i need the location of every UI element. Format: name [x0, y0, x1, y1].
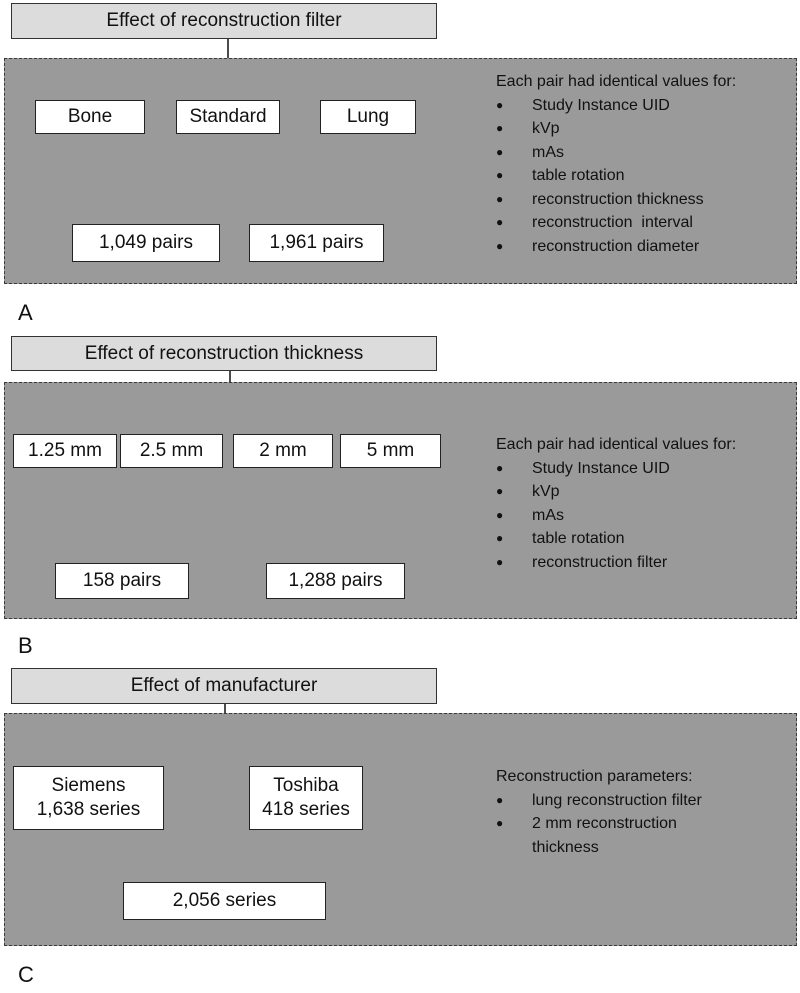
- list-item: ● lung reconstruction filter: [496, 789, 722, 813]
- panel-a-label: A: [18, 300, 33, 325]
- panel-a-info: [496, 70, 736, 258]
- box-lung: [320, 100, 416, 134]
- box-2-5mm: [120, 434, 223, 468]
- box-standard: [176, 100, 280, 134]
- box-pairs-158-label: 158 pairs: [82, 570, 162, 592]
- list-item: ● table rotation: [496, 527, 736, 551]
- list-item: ● kVp: [496, 117, 736, 141]
- box-2mm: [233, 434, 333, 468]
- panel-b-info: [496, 433, 736, 574]
- list-item: ● Study Instance UID: [496, 457, 736, 481]
- box-toshiba-count: 418 series: [262, 799, 350, 820]
- list-item: ● reconstruction filter: [496, 551, 736, 575]
- box-siemens-count: 1,638 series: [36, 799, 141, 820]
- box-pairs-1049-label: 1,049 pairs: [98, 232, 193, 254]
- list-item: ● kVp: [496, 480, 736, 504]
- box-pairs-1288: [266, 563, 405, 599]
- panel-b-title: Effect of reconstruction thickness: [11, 336, 437, 371]
- list-item: ● reconstruction thickness: [496, 188, 736, 212]
- list-item: ● reconstruction diameter: [496, 235, 736, 259]
- box-5mm-label: 5 mm: [366, 440, 415, 462]
- box-1-25mm-label: 1.25 mm: [28, 440, 102, 462]
- box-2-5mm-label: 2.5 mm: [139, 440, 204, 462]
- panel-b-label: B: [18, 633, 33, 658]
- box-pairs-1961-label: 1,961 pairs: [269, 232, 364, 254]
- list-item: ● Study Instance UID: [496, 94, 736, 118]
- panel-a-info-list: [496, 94, 736, 259]
- panel-a-title: Effect of reconstruction filter: [11, 3, 437, 39]
- list-item: ● table rotation: [496, 164, 736, 188]
- list-item: ● mAs: [496, 504, 736, 528]
- list-item: ● reconstruction interval: [496, 211, 736, 235]
- box-siemens: [13, 766, 164, 830]
- box-2mm-label: 2 mm: [259, 440, 307, 462]
- box-bone: [35, 100, 145, 134]
- box-total-series-label: 2,056 series: [172, 890, 277, 912]
- panel-b-info-heading: Each pair had identical values for:: [496, 436, 737, 453]
- box-toshiba: [249, 766, 363, 830]
- box-pairs-1961: [249, 224, 384, 262]
- list-item: ● 2 mm reconstruction thickness: [496, 812, 722, 859]
- panel-b-info-list: [496, 457, 736, 575]
- box-1-25mm: [13, 434, 117, 468]
- box-total-series: [123, 882, 326, 920]
- box-pairs-158: [55, 563, 189, 599]
- box-pairs-1049: [72, 224, 220, 262]
- panel-c-info-heading: Reconstruction parameters:: [496, 768, 693, 785]
- box-siemens-name: Siemens: [51, 775, 126, 797]
- panel-c-label: C: [18, 962, 34, 987]
- box-bone-label: Bone: [67, 106, 113, 128]
- box-pairs-1288-label: 1,288 pairs: [288, 570, 383, 592]
- panel-c-title: Effect of manufacturer: [11, 668, 437, 704]
- panel-a-info-heading: Each pair had identical values for:: [496, 73, 737, 90]
- panel-c-info-list: [496, 789, 722, 860]
- box-standard-label: Standard: [189, 106, 267, 128]
- box-toshiba-name: Toshiba: [273, 775, 339, 797]
- box-lung-label: Lung: [346, 106, 390, 128]
- box-5mm: [340, 434, 441, 468]
- list-item: ● mAs: [496, 141, 736, 165]
- panel-c-info: [496, 765, 722, 859]
